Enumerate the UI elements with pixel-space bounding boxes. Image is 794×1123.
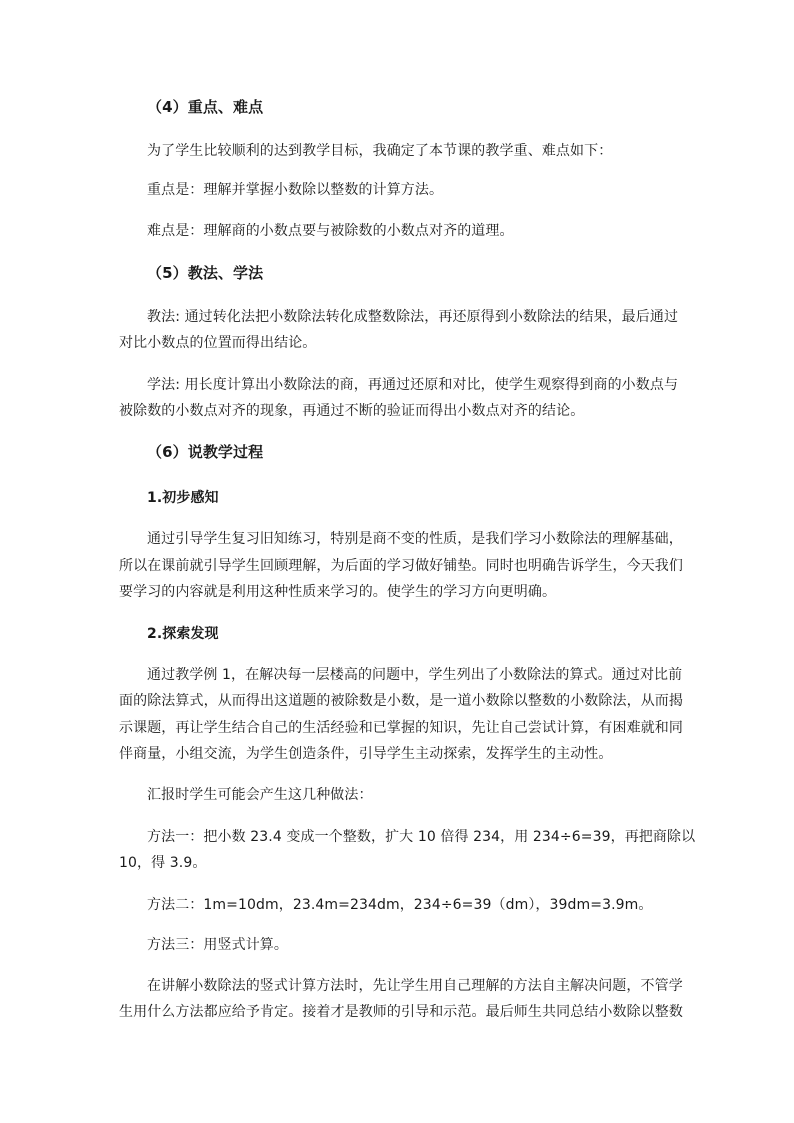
teaching-method-line-2: 对比小数点的位置而得出结论。	[119, 335, 317, 351]
method-1-line-1: 方法一：把小数 23.4 变成一个整数，扩大 10 倍得 234，用 234÷6=39，再把商除以	[147, 829, 696, 845]
subsection-2-line-4: 伴商量，小组交流，为学生创造条件，引导学生主动探索，发挥学生的主动性。	[119, 746, 613, 762]
learning-method-line-2: 被除数的小数点对齐的现象，再通过不断的验证而得出小数点对齐的结论。	[119, 403, 585, 419]
subsection-2-line-2: 面的除法算式，从而得出这道题的被除数是小数，是一道小数除以整数的小数除法，从而揭	[119, 693, 683, 709]
section-5-title: （5）教法、学法	[147, 264, 264, 282]
subsection-1-line-1: 通过引导学生复习旧知练习，特别是商不变的性质，是我们学习小数除法的理解基础，	[147, 531, 683, 547]
final-paragraph-line-1: 在讲解小数除法的竖式计算方法时，先让学生用自己理解的方法自主解决问题，不管学	[147, 978, 683, 994]
subsection-2-line-1: 通过教学例 1，在解决每一层楼高的问题中，学生列出了小数除法的算式。通过对比前	[147, 667, 683, 683]
teaching-method-line-1: 教法: 通过转化法把小数除法转化成整数除法，再还原得到小数除法的结果，最后通过	[147, 309, 679, 325]
method-1-line-2: 10，得 3.9。	[119, 855, 207, 871]
section-6-title: （6）说教学过程	[147, 443, 264, 461]
section-4-intro: 为了学生比较顺利的达到教学目标，我确定了本节课的教学重、难点如下：	[147, 143, 613, 159]
subsection-2-title: 2.探索发现	[147, 626, 219, 642]
final-paragraph-line-2: 生用什么方法都应给予肯定。接着才是教师的引导和示范。最后师生共同总结小数除以整数	[119, 1004, 683, 1020]
method-2: 方法二：1m=10dm，23.4m=234dm，234÷6=39（dm），39dm=3.9m。	[147, 897, 653, 913]
key-point: 重点是：理解并掌握小数除以整数的计算方法。	[147, 182, 444, 198]
section-4-title: （4）重点、难点	[147, 98, 264, 116]
report-intro: 汇报时学生可能会产生这几种做法：	[147, 787, 373, 803]
subsection-1-title: 1.初步感知	[147, 490, 219, 506]
subsection-2-line-3: 示课题，再让学生结合自己的生活经验和已掌握的知识，先让自己尝试计算，有困难就和同	[119, 720, 683, 736]
method-3: 方法三：用竖式计算。	[147, 937, 288, 953]
learning-method-line-1: 学法: 用长度计算出小数除法的商，再通过还原和对比，使学生观察得到商的小数点与	[147, 377, 679, 393]
difficult-point: 难点是：理解商的小数点要与被除数的小数点对齐的道理。	[147, 223, 514, 239]
subsection-1-line-2: 所以在课前就引导学生回顾理解，为后面的学习做好铺垫。同时也明确告诉学生，今天我们	[119, 558, 683, 574]
subsection-1-line-3: 要学习的内容就是利用这种性质来学习的。使学生的学习方向更明确。	[119, 584, 557, 600]
